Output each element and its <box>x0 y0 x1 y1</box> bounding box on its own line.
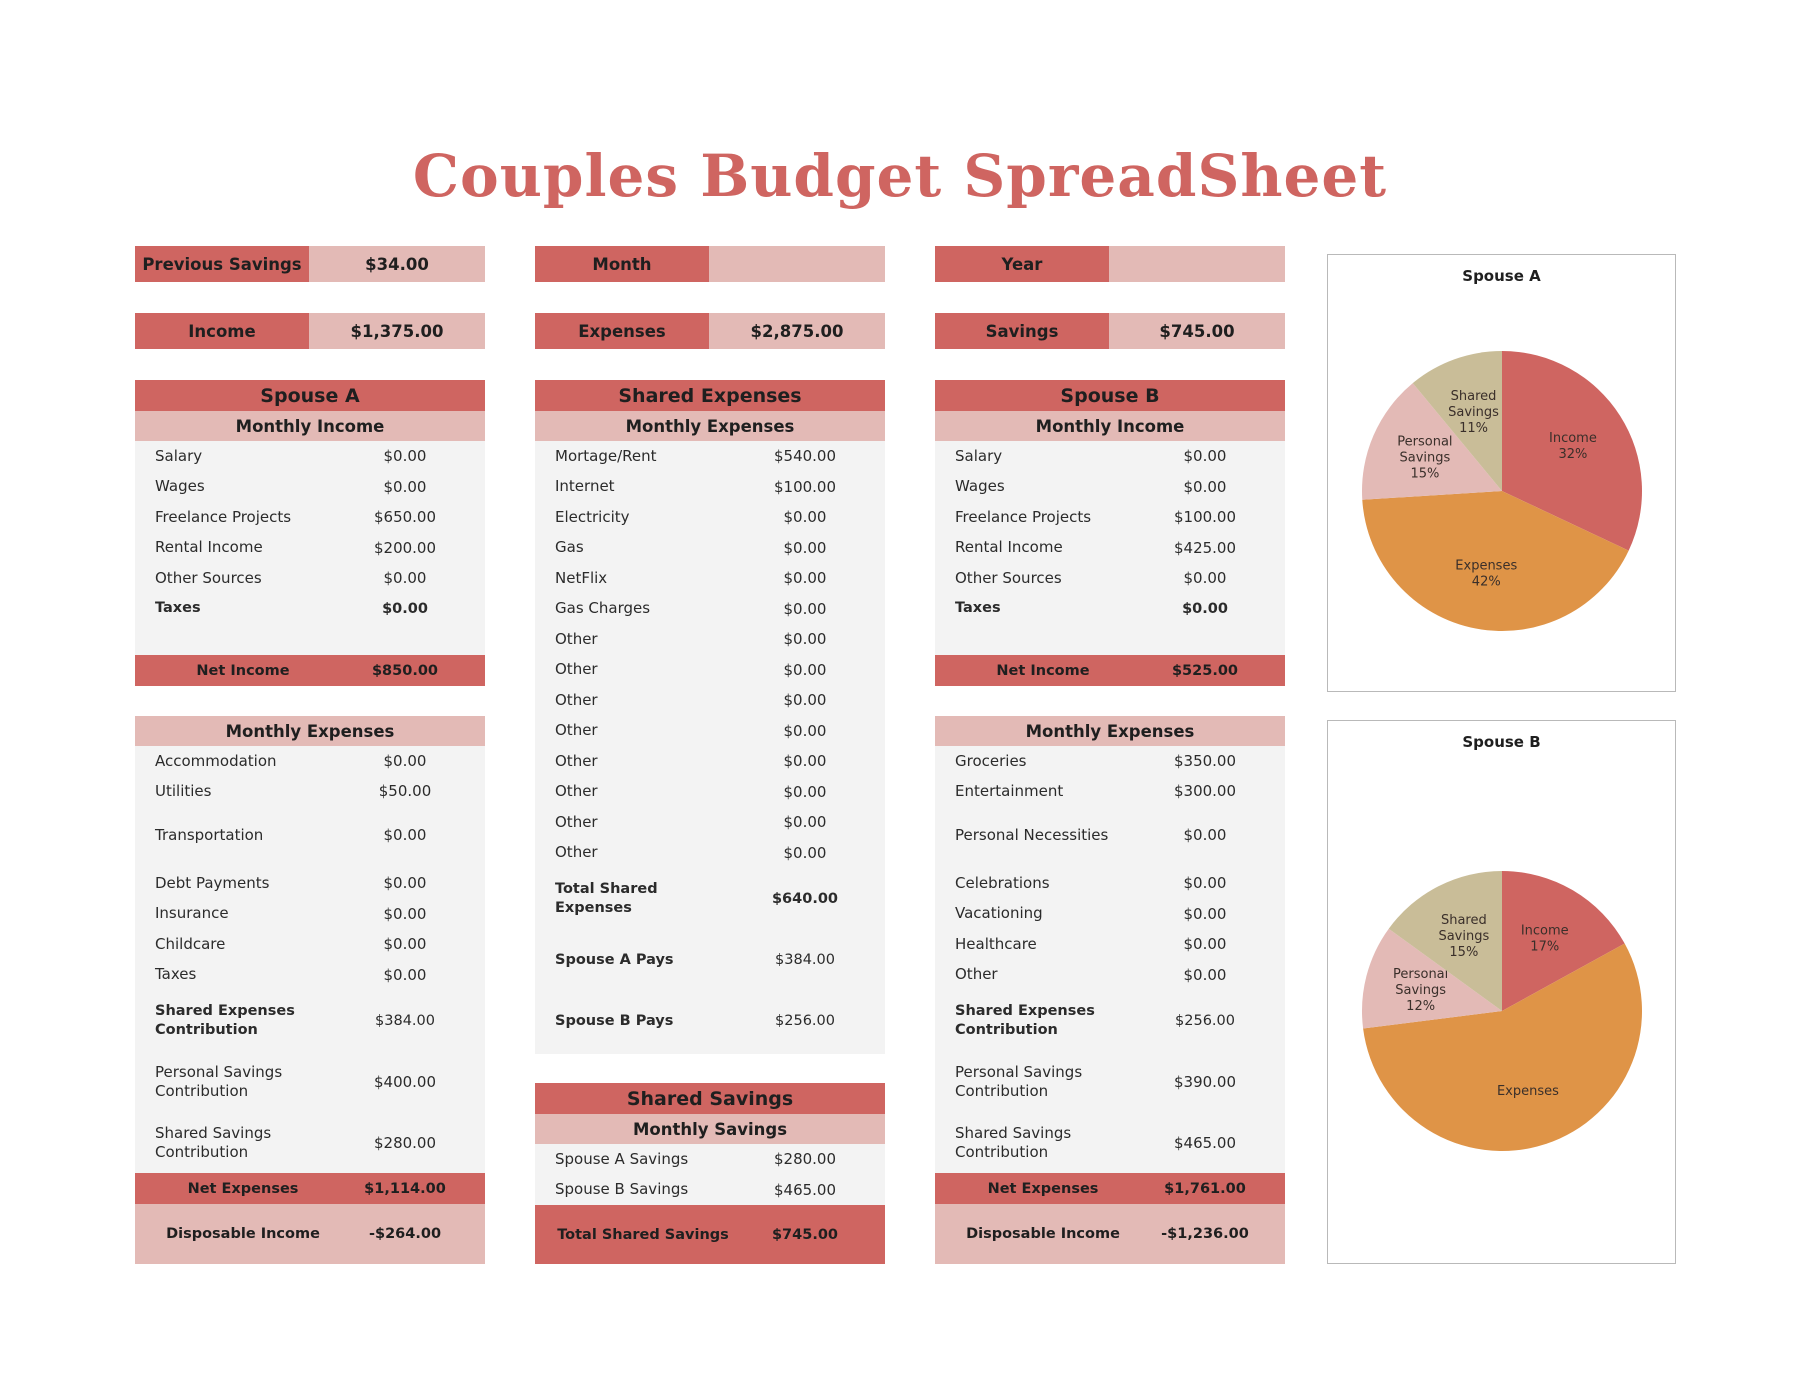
year-field <box>935 246 1285 282</box>
expense-row[interactable] <box>935 960 1285 991</box>
shared-expenses-panel <box>535 380 885 1054</box>
income-row[interactable] <box>135 563 485 594</box>
shared-row-label: Mortage/Rent <box>555 446 657 465</box>
expense-row[interactable] <box>935 746 1285 776</box>
total-shared-expenses-row <box>535 870 885 928</box>
income-row-value[interactable]: $100.00 <box>1173 508 1237 527</box>
expense-row[interactable] <box>135 776 485 806</box>
net-income-value: $525.00 <box>1171 662 1239 679</box>
pie-label-shared-savings: Shared Savings 11% <box>1448 388 1499 436</box>
expense-row-value[interactable]: $0.00 <box>1183 826 1227 844</box>
shared-row-value[interactable]: $0.00 <box>783 813 827 832</box>
expense-row-label: Healthcare <box>955 934 1037 953</box>
net-expenses-label: Net Expenses <box>987 1180 1099 1197</box>
spouse-a-net-income <box>135 655 485 686</box>
expenses-total-value: $2,875.00 <box>709 313 885 349</box>
shared-row[interactable] <box>535 502 885 533</box>
expense-row[interactable] <box>935 868 1285 899</box>
spouse-b-chart <box>1327 720 1676 1264</box>
personal-savings-contribution-row[interactable] <box>135 1053 485 1111</box>
taxes-row-label: Taxes <box>955 600 1001 617</box>
income-row[interactable] <box>135 533 485 564</box>
shared-row-label: Other <box>555 782 598 801</box>
income-total-label: Income <box>135 313 309 349</box>
pie-label-expenses: Expenses 42% <box>1455 558 1518 590</box>
shared-savings-contribution-row[interactable] <box>135 1114 485 1172</box>
net-income-label: Net Income <box>996 662 1090 679</box>
shared-row-value[interactable]: $0.00 <box>783 599 827 618</box>
shared-row-value[interactable]: $0.00 <box>783 843 827 862</box>
total-shared-expenses-label: Total Shared Expenses <box>555 881 658 916</box>
shared-row-label: Other <box>555 812 598 831</box>
month-field <box>535 246 885 282</box>
savings-row-label: Spouse A Savings <box>555 1149 689 1168</box>
net-expenses-label: Net Expenses <box>187 1180 299 1197</box>
net-expenses-value: $1,114.00 <box>364 1180 446 1197</box>
expense-row-label: Groceries <box>955 751 1027 770</box>
expense-row-value[interactable]: $50.00 <box>378 782 432 800</box>
disposable-income-label: Disposable Income <box>966 1226 1120 1242</box>
shared-row-value[interactable]: $0.00 <box>783 630 827 649</box>
expense-row-value[interactable]: $0.00 <box>383 752 427 770</box>
income-row-value[interactable]: $0.00 <box>1183 477 1227 496</box>
expense-row-value[interactable]: $400.00 <box>373 1073 437 1091</box>
pie-label-income: Income 17% <box>1520 923 1569 955</box>
shared-row-value[interactable]: $540.00 <box>773 447 837 466</box>
shared-row-label: Electricity <box>555 507 630 526</box>
taxes-row-label: Taxes <box>155 600 201 617</box>
spouse-a-income-header: Monthly Income <box>135 411 485 441</box>
shared-row-label: Other <box>555 629 598 648</box>
expense-row[interactable] <box>935 929 1285 960</box>
expense-row[interactable] <box>935 776 1285 806</box>
taxes-row-value[interactable]: $0.00 <box>1182 600 1228 617</box>
expense-row[interactable] <box>135 929 485 960</box>
expense-row-label: Personal Savings Contribution <box>155 1063 283 1100</box>
expense-row[interactable] <box>135 868 485 899</box>
spouse-b-net-expenses <box>935 1173 1285 1204</box>
expense-row-value[interactable]: $0.00 <box>383 965 427 984</box>
income-row-value[interactable]: $650.00 <box>373 508 437 527</box>
expense-row-label: Transportation <box>155 825 264 844</box>
pie-label-expenses: Expenses <box>1496 1083 1559 1099</box>
shared-row[interactable] <box>535 746 885 777</box>
expense-row-value[interactable]: $0.00 <box>383 904 427 923</box>
income-row-value[interactable]: $0.00 <box>383 477 427 496</box>
year-label: Year <box>935 246 1109 282</box>
pie-label-personal-savings: Personal Savings 15% <box>1397 434 1453 482</box>
income-row[interactable] <box>935 441 1285 472</box>
expenses-total-label: Expenses <box>535 313 709 349</box>
taxes-row[interactable] <box>135 594 485 625</box>
total-shared-savings-value: $745.00 <box>771 1226 839 1243</box>
income-row-value[interactable]: $0.00 <box>1183 569 1227 588</box>
expense-row-value[interactable]: $0.00 <box>1183 904 1227 923</box>
expense-row-label: Vacationing <box>955 904 1043 923</box>
shared-row[interactable] <box>535 624 885 655</box>
savings-total-field <box>935 313 1285 349</box>
savings-row-value[interactable]: $280.00 <box>773 1150 837 1169</box>
shared-row[interactable] <box>535 838 885 869</box>
expense-row-label: Insurance <box>155 904 229 923</box>
pie-label-shared-savings: Shared Savings 15% <box>1438 913 1490 961</box>
spouse-a-chart <box>1327 254 1676 692</box>
expense-row-value[interactable]: $0.00 <box>383 874 427 893</box>
expense-row-label: Shared Expenses Contribution <box>955 1003 1095 1038</box>
spouse-a-expenses-header: Monthly Expenses <box>135 716 485 746</box>
savings-total-value: $745.00 <box>1109 313 1285 349</box>
personal-savings-contribution-row[interactable] <box>935 1053 1285 1111</box>
expense-row-value[interactable]: $280.00 <box>373 1134 437 1152</box>
previous-savings-field <box>135 246 485 282</box>
spouse-b-pie <box>1328 721 1674 1261</box>
total-shared-savings-label: Total Shared Savings <box>557 1226 729 1243</box>
spouse-a-income-panel <box>135 380 485 686</box>
income-row-label: Wages <box>955 477 1005 496</box>
shared-row[interactable] <box>535 441 885 472</box>
income-row-label: Freelance Projects <box>955 507 1092 526</box>
expenses-total-field <box>535 313 885 349</box>
previous-savings-label: Previous Savings <box>135 246 309 282</box>
expense-row-value[interactable]: $350.00 <box>1173 752 1237 770</box>
page-title: Couples Budget SpreadSheet <box>412 142 1388 210</box>
shared-row-value[interactable]: $0.00 <box>783 508 827 527</box>
savings-row[interactable] <box>535 1144 885 1175</box>
shared-monthly-savings-header: Monthly Savings <box>535 1114 885 1144</box>
expense-row-value[interactable]: $300.00 <box>1173 782 1237 800</box>
spouse-b-header: Spouse B <box>935 380 1285 411</box>
income-row-value[interactable]: $200.00 <box>373 538 437 557</box>
shared-row-value[interactable]: $0.00 <box>783 660 827 679</box>
expense-row-value[interactable]: $0.00 <box>1183 965 1227 984</box>
spouse-b-income-header: Monthly Income <box>935 411 1285 441</box>
savings-row-label: Spouse B Savings <box>555 1180 689 1199</box>
shared-row-label: Other <box>555 843 598 862</box>
shared-row[interactable] <box>535 533 885 564</box>
disposable-income-value: -$264.00 <box>368 1226 442 1242</box>
month-label: Month <box>535 246 709 282</box>
income-row-label: Rental Income <box>155 538 263 557</box>
expense-row-label: Other <box>955 965 998 984</box>
spouse-b-expenses-header: Monthly Expenses <box>935 716 1285 746</box>
income-row-label: Salary <box>955 446 1003 465</box>
spouse-a-chart-title: Spouse A <box>1462 267 1541 285</box>
total-shared-savings <box>535 1205 885 1264</box>
savings-row[interactable] <box>535 1175 885 1206</box>
expense-row-label: Celebrations <box>955 873 1050 892</box>
disposable-income-label: Disposable Income <box>166 1226 320 1242</box>
spouse-b-net-income <box>935 655 1285 686</box>
expense-row-label: Debt Payments <box>155 873 270 892</box>
savings-total-label: Savings <box>935 313 1109 349</box>
income-row-value[interactable]: $0.00 <box>383 569 427 588</box>
shared-row-value[interactable]: $0.00 <box>783 691 827 710</box>
spouse-b-pays-label: Spouse B Pays <box>555 1012 674 1029</box>
expense-row-value[interactable]: $0.00 <box>383 826 427 844</box>
shared-row[interactable] <box>535 563 885 594</box>
shared-row-value[interactable]: $100.00 <box>773 477 837 496</box>
shared-savings-contribution-row[interactable] <box>935 1114 1285 1172</box>
spouse-a-pays-value: $384.00 <box>775 952 835 968</box>
shared-row-label: Gas Charges <box>555 599 651 618</box>
expense-row-value[interactable]: $0.00 <box>1183 935 1227 954</box>
expense-row-label: Shared Savings Contribution <box>955 1124 1072 1161</box>
spouse-b-disposable-income <box>935 1204 1285 1264</box>
spouse-b-pays-value: $256.00 <box>775 1013 835 1029</box>
expense-row-label: Utilities <box>155 781 212 800</box>
income-row-label: Other Sources <box>155 568 262 587</box>
income-total-field <box>135 313 485 349</box>
income-row-value[interactable]: $0.00 <box>383 447 427 466</box>
spouse-a-disposable-income <box>135 1204 485 1264</box>
net-income-value: $850.00 <box>371 662 439 679</box>
expense-row-value[interactable]: $0.00 <box>383 935 427 954</box>
income-row-value[interactable]: $0.00 <box>1183 447 1227 466</box>
taxes-row-value[interactable]: $0.00 <box>382 600 428 617</box>
expense-row-value[interactable]: $465.00 <box>1173 1134 1237 1152</box>
net-expenses-value: $1,761.00 <box>1164 1180 1246 1197</box>
shared-row-label: Other <box>555 721 598 740</box>
expense-row[interactable] <box>935 899 1285 930</box>
shared-row[interactable] <box>535 716 885 747</box>
expense-row[interactable] <box>135 960 485 991</box>
expense-row[interactable] <box>135 806 485 864</box>
spouse-a-net-expenses <box>135 1173 485 1204</box>
expense-row-label: Childcare <box>155 934 226 953</box>
expense-row-label: Shared Savings Contribution <box>155 1124 272 1161</box>
spouse-b-chart-title: Spouse B <box>1462 733 1541 751</box>
expense-row-label: Personal Necessities <box>955 825 1109 844</box>
income-row[interactable] <box>135 472 485 503</box>
shared-row[interactable] <box>535 655 885 686</box>
spouse-a-pie <box>1328 255 1674 689</box>
income-row-label: Rental Income <box>955 538 1063 557</box>
year-value[interactable] <box>1109 246 1285 282</box>
shared-row-label: NetFlix <box>555 568 608 587</box>
income-row[interactable] <box>935 502 1285 533</box>
income-row[interactable] <box>935 533 1285 564</box>
month-value[interactable] <box>709 246 885 282</box>
expense-row-label: Personal Savings Contribution <box>955 1063 1083 1100</box>
shared-savings-panel <box>535 1083 885 1264</box>
spouse-b-pays-row <box>535 992 885 1050</box>
shared-monthly-expenses-header: Monthly Expenses <box>535 411 885 441</box>
income-row-value[interactable]: $425.00 <box>1173 538 1237 557</box>
spouse-a-pays-label: Spouse A Pays <box>555 951 674 968</box>
shared-row-label: Other <box>555 751 598 770</box>
pie-label-personal-savings: Personal Savings 12% <box>1393 967 1449 1015</box>
expense-row-value[interactable]: $0.00 <box>1183 874 1227 893</box>
expense-row[interactable] <box>135 899 485 930</box>
income-row-label: Other Sources <box>955 568 1062 587</box>
income-row[interactable] <box>935 472 1285 503</box>
expense-row-value[interactable]: $384.00 <box>375 1013 435 1029</box>
disposable-income-value: -$1,236.00 <box>1161 1226 1249 1242</box>
total-shared-expenses-value: $640.00 <box>771 891 839 907</box>
previous-savings-value[interactable]: $34.00 <box>309 246 485 282</box>
shared-expenses-contribution-row[interactable] <box>935 992 1285 1050</box>
spouse-b-income-panel <box>935 380 1285 686</box>
expense-row-label: Entertainment <box>955 781 1064 800</box>
expense-row[interactable] <box>935 806 1285 864</box>
income-row[interactable] <box>935 563 1285 594</box>
shared-row[interactable] <box>535 777 885 808</box>
income-row-label: Freelance Projects <box>155 507 292 526</box>
shared-row-label: Internet <box>555 477 615 496</box>
income-row-label: Salary <box>155 446 203 465</box>
income-total-value: $1,375.00 <box>309 313 485 349</box>
shared-row-value[interactable]: $0.00 <box>783 721 827 740</box>
shared-row[interactable] <box>535 472 885 503</box>
shared-row-value[interactable]: $0.00 <box>783 569 827 588</box>
shared-row-value[interactable]: $0.00 <box>783 752 827 771</box>
shared-row[interactable] <box>535 807 885 838</box>
spouse-b-expense-panel <box>935 716 1285 1264</box>
expense-row-label: Taxes <box>155 965 197 984</box>
expense-row-value[interactable]: $256.00 <box>1175 1013 1235 1029</box>
spouse-a-pays-row <box>535 931 885 989</box>
shared-savings-header: Shared Savings <box>535 1083 885 1114</box>
net-income-label: Net Income <box>196 662 290 679</box>
expense-row[interactable] <box>135 746 485 776</box>
spouse-a-header: Spouse A <box>135 380 485 411</box>
expense-row-label: Accommodation <box>155 751 277 770</box>
spouse-a-expense-panel <box>135 716 485 1264</box>
income-row-label: Wages <box>155 477 205 496</box>
savings-row-value[interactable]: $465.00 <box>773 1180 837 1199</box>
shared-row-value[interactable]: $0.00 <box>783 538 827 557</box>
expense-row-value[interactable]: $390.00 <box>1173 1073 1237 1091</box>
pie-label-income: Income 32% <box>1549 430 1597 462</box>
shared-row-label: Other <box>555 660 598 679</box>
shared-expenses-header: Shared Expenses <box>535 380 885 411</box>
shared-row[interactable] <box>535 685 885 716</box>
income-row[interactable] <box>135 441 485 472</box>
shared-row-value[interactable]: $0.00 <box>783 782 827 801</box>
shared-row-label: Gas <box>555 538 584 557</box>
taxes-row[interactable] <box>935 594 1285 625</box>
shared-expenses-contribution-row[interactable] <box>135 992 485 1050</box>
income-row[interactable] <box>135 502 485 533</box>
expense-row-label: Shared Expenses Contribution <box>155 1003 295 1038</box>
shared-row-label: Other <box>555 690 598 709</box>
shared-row[interactable] <box>535 594 885 625</box>
